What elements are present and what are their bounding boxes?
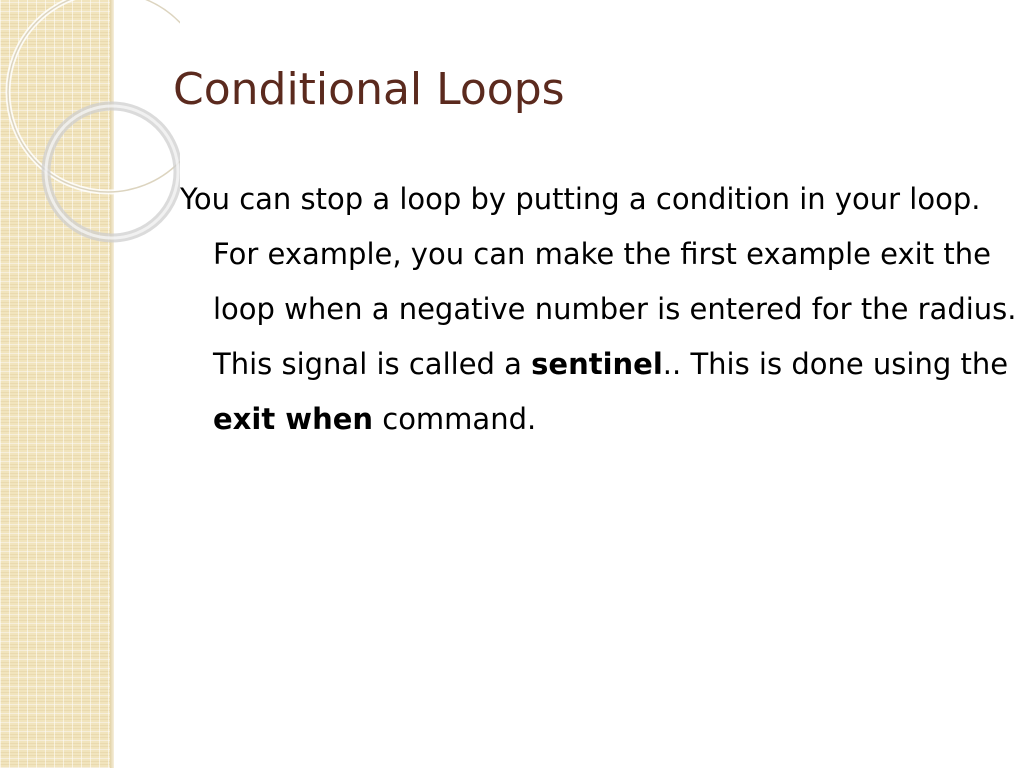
decorative-circles [0, 0, 180, 260]
body-text-part-3: command. [373, 402, 537, 436]
body-text-part-2: .. This is done using the [662, 347, 1009, 381]
body-bold-exit-when: exit when [213, 402, 374, 436]
decor-circle-outer-shadow [8, 0, 180, 192]
slide-body-paragraph [180, 172, 1024, 447]
body-bold-sentinel: sentinel [531, 347, 663, 381]
decor-circle-inner-highlight [46, 106, 178, 238]
slide-title: Conditional Loops [173, 64, 565, 115]
decor-circle-outer [8, 0, 180, 192]
body-text-part-1: You can stop a loop by putting a condition in your loop. For example, you can make the first example exit the loop when a negative number is entered for the radius. This signal is called a [180, 182, 1017, 381]
